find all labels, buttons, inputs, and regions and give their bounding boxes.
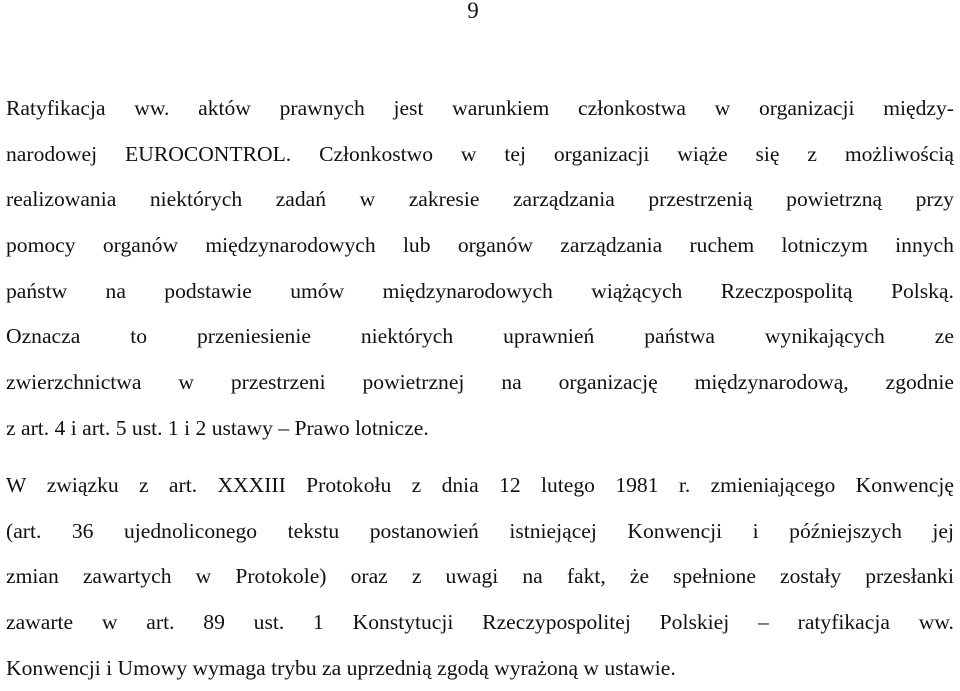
- word: międzynarodową,: [694, 370, 849, 395]
- word: jest: [393, 96, 424, 120]
- paragraph-line: [6, 360, 954, 406]
- word: ratyfikacja: [797, 610, 890, 635]
- word: zgodnie: [885, 370, 954, 395]
- word: art.: [168, 473, 198, 497]
- paragraph-line: [6, 269, 954, 315]
- word: w: [714, 96, 731, 120]
- word: powietrznej: [362, 370, 465, 395]
- word: ust.: [253, 610, 285, 635]
- word: z: [411, 564, 422, 589]
- word: zarządzania: [560, 233, 663, 258]
- word: międzynarodowych: [205, 233, 376, 258]
- word: wynikających: [764, 324, 885, 349]
- word: zostały: [779, 564, 842, 589]
- word: warunkiem: [452, 96, 550, 120]
- word: 36: [71, 518, 94, 543]
- word: ze: [934, 324, 954, 349]
- word: W: [6, 473, 27, 497]
- word: aktów: [198, 96, 251, 120]
- word: przesłanki: [865, 564, 954, 589]
- word: zawartych: [82, 564, 172, 589]
- word: w: [359, 187, 376, 212]
- word: 89: [203, 610, 225, 635]
- word: przeniesienie: [197, 324, 311, 349]
- paragraph-line: [6, 554, 954, 600]
- word: dnia: [441, 473, 479, 497]
- word: Polską.: [890, 278, 954, 303]
- word: na: [105, 278, 126, 303]
- word: to: [130, 324, 148, 349]
- word: narodowej: [6, 141, 98, 166]
- word: Protokołu: [306, 473, 392, 497]
- word: organizacji: [553, 141, 650, 166]
- word: w: [460, 141, 477, 166]
- word: organów: [102, 233, 179, 258]
- word: niektórych: [149, 187, 243, 212]
- word: przy: [915, 187, 954, 212]
- word: Ratyfikacja: [6, 96, 106, 120]
- word: na: [522, 564, 543, 589]
- word: i: [752, 518, 759, 543]
- word: Oznacza: [6, 324, 81, 349]
- paragraph-line: [6, 223, 954, 269]
- word: uprawnień: [503, 324, 595, 349]
- word: realizowania: [6, 187, 117, 212]
- word: pomocy: [6, 233, 76, 258]
- word: zmian: [6, 564, 59, 589]
- paragraph-line: [6, 314, 954, 360]
- word: Członkostwo: [319, 141, 434, 166]
- word: państwa: [644, 324, 715, 349]
- word: ww.: [918, 610, 954, 635]
- word: 1981: [615, 473, 659, 497]
- word: międzynarodowych: [382, 278, 553, 303]
- paragraph-line: [6, 132, 954, 178]
- word: zawarte: [6, 610, 74, 635]
- word: –: [758, 610, 769, 635]
- word: XXXIII: [217, 473, 286, 497]
- word: Konwencji: [627, 518, 723, 543]
- word: z: [807, 141, 817, 166]
- paragraph-line: [6, 509, 954, 555]
- word: niektórych: [360, 324, 454, 349]
- word: spełnione: [673, 564, 756, 589]
- word: (art.: [6, 518, 42, 543]
- page-number: 9: [467, 0, 479, 23]
- paragraph-line-last: z art. 4 i art. 5 ust. 1 i 2 ustawy – Prawo lotnicze.: [6, 415, 429, 440]
- word: zadań: [275, 187, 327, 212]
- word: wiąże: [677, 141, 728, 166]
- word: że: [629, 564, 650, 589]
- word: lub: [402, 233, 431, 258]
- word: ujednoliconego: [123, 518, 258, 543]
- paragraph-eurocontrol-membership: [6, 86, 954, 452]
- paragraph-ratification-basis: [6, 463, 954, 691]
- word: w: [178, 370, 194, 395]
- word: w: [195, 564, 212, 589]
- word: innych: [895, 233, 954, 258]
- word: między-: [883, 96, 954, 120]
- word: z: [411, 473, 422, 497]
- word: przestrzeni: [230, 370, 326, 395]
- word: fakt,: [566, 564, 606, 589]
- word: zarządzania: [512, 187, 615, 212]
- word: oraz: [350, 564, 388, 589]
- word: ww.: [134, 96, 170, 120]
- word: postanowień: [369, 518, 479, 543]
- word: w: [101, 610, 118, 635]
- paragraph-line: [6, 86, 954, 132]
- word: uwagi: [445, 564, 499, 589]
- word: lotniczym: [781, 233, 868, 258]
- word: Konstytucji: [352, 610, 454, 635]
- word: prawnych: [279, 96, 365, 120]
- word: 1: [313, 610, 324, 635]
- word: związku: [46, 473, 119, 497]
- word: istniejącej: [509, 518, 597, 543]
- word: tekstu: [287, 518, 340, 543]
- word: tej: [504, 141, 526, 166]
- word: późniejszych: [789, 518, 902, 543]
- word: powietrzną: [786, 187, 883, 212]
- word: zakresie: [408, 187, 480, 212]
- word: 12: [499, 473, 521, 497]
- word: lutego: [541, 473, 595, 497]
- word: zmieniającego: [710, 473, 836, 497]
- word: możliwością: [844, 141, 954, 166]
- word: umów: [290, 278, 345, 303]
- word: członkostwa: [578, 96, 686, 120]
- word: r.: [678, 473, 691, 497]
- word: Polskiej: [659, 610, 730, 635]
- word: ruchem: [689, 233, 755, 258]
- word: Protokole): [235, 564, 327, 589]
- word: organów: [457, 233, 533, 258]
- word: podstawie: [164, 278, 252, 303]
- paragraph-line-last: Konwencji i Umowy wymaga trybu za uprzednią zgodą wyrażoną w ustawie.: [6, 655, 676, 680]
- paragraph-line: [6, 463, 954, 509]
- word: z: [139, 473, 149, 497]
- word: państw: [6, 278, 68, 303]
- word: przestrzenią: [648, 187, 753, 212]
- word: Rzeczypospolitej: [482, 610, 631, 635]
- word: Rzeczpospolitą: [720, 278, 853, 303]
- word: Konwencję: [855, 473, 954, 497]
- word: na: [501, 370, 522, 395]
- paragraph-line: [6, 600, 954, 646]
- paragraph-line: [6, 177, 954, 223]
- word: organizację: [558, 370, 658, 395]
- word: się: [755, 141, 780, 166]
- word: zwierzchnictwa: [6, 370, 142, 395]
- word: jej: [932, 518, 954, 543]
- word: wiążących: [591, 278, 683, 303]
- word: art.: [146, 610, 175, 635]
- word: organizacji: [758, 96, 855, 120]
- word: EUROCONTROL.: [125, 141, 292, 166]
